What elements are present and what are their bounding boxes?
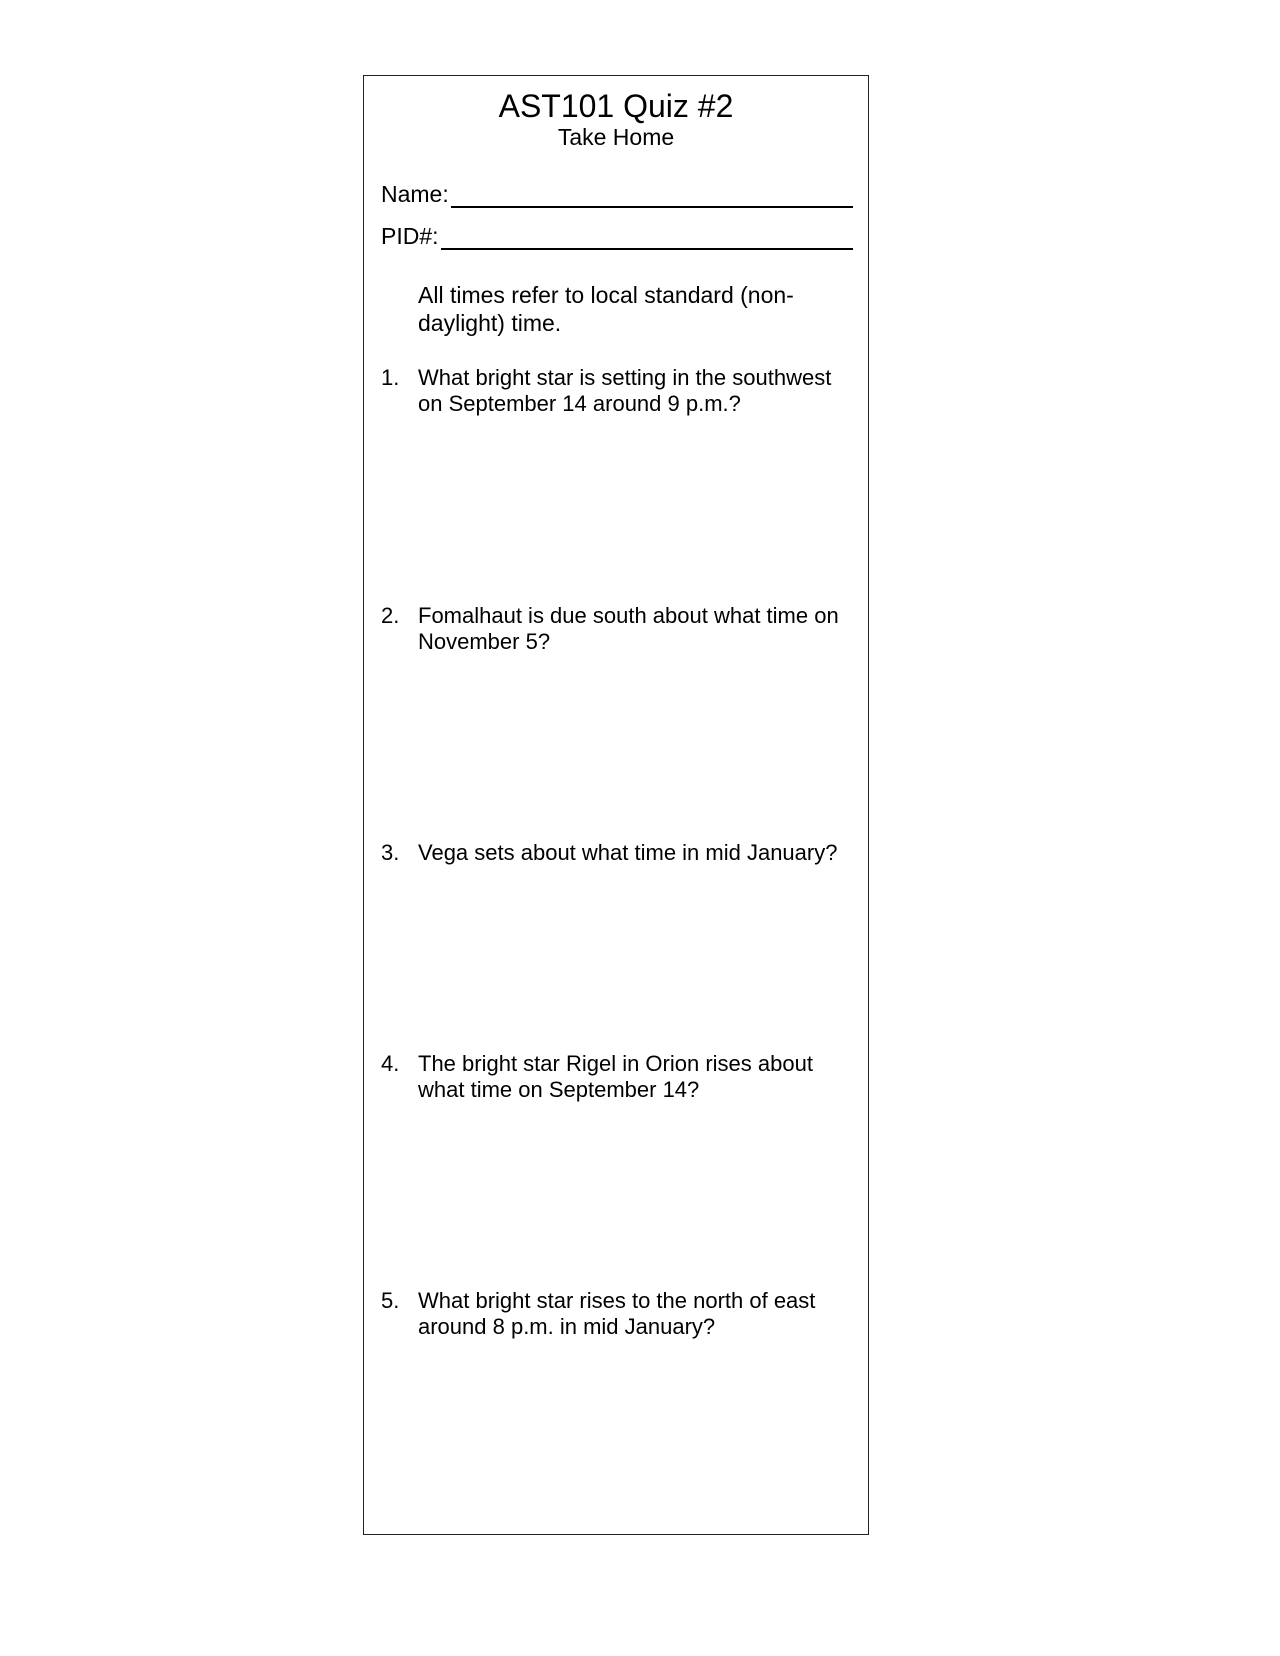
pid-label: PID#: <box>381 223 439 249</box>
question-text: Vega sets about what time in mid January? <box>418 840 838 865</box>
name-field <box>381 180 853 208</box>
question-number: 5. <box>381 1288 400 1313</box>
name-label: Name: <box>381 181 449 207</box>
question-number: 2. <box>381 603 400 628</box>
name-blank-line <box>451 184 853 208</box>
question-text: Fomalhaut is due south about what time on November 5? <box>418 603 839 654</box>
question-number: 1. <box>381 365 400 390</box>
question-text: What bright star is setting in the southwest on September 14 around 9 p.m.? <box>418 365 832 416</box>
question-text: What bright star rises to the north of east around 8 p.m. in mid January? <box>418 1288 816 1339</box>
question-1 <box>381 365 848 417</box>
question-number: 3. <box>381 840 400 865</box>
quiz-title: AST101 Quiz #2 <box>498 88 734 124</box>
question-number: 4. <box>381 1051 400 1076</box>
question-5 <box>381 1288 848 1340</box>
question-3 <box>381 840 848 866</box>
pid-field <box>381 222 853 250</box>
question-4 <box>381 1051 848 1103</box>
pid-blank-line <box>441 226 853 250</box>
question-2 <box>381 603 848 655</box>
question-text: The bright star Rigel in Orion rises about what time on September 14? <box>418 1051 813 1102</box>
quiz-subtitle: Take Home <box>557 124 675 150</box>
quiz-card <box>363 75 869 1535</box>
instructions-note: All times refer to local standard (non-daylight) time. <box>418 282 794 336</box>
